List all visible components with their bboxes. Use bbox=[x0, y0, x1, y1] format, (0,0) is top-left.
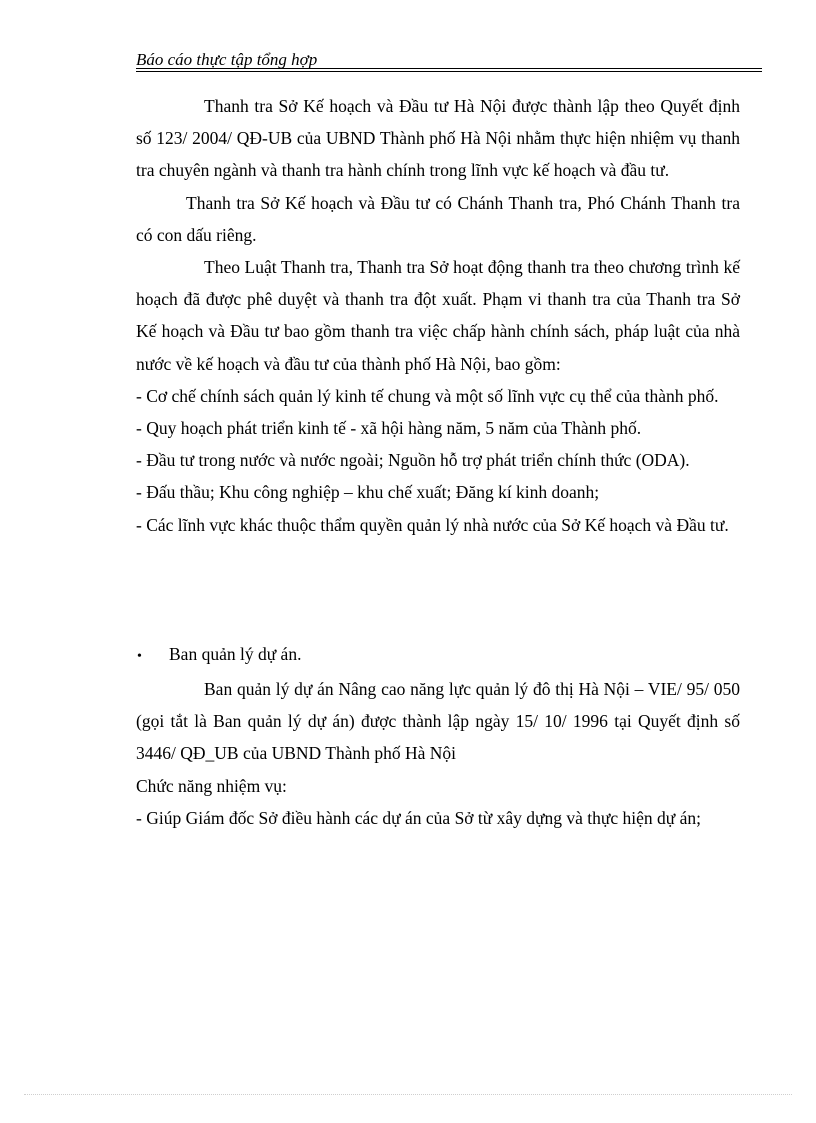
section-heading-text: Ban quản lý dự án. bbox=[169, 643, 302, 664]
paragraph-project-board: Ban quản lý dự án Nâng cao năng lực quản lý đô thị Hà Nội – VIE/ 95/ 050 (gọi tắt là Ban quản lý dự án) được thành lập ngày 15/ 10/ 1996 tại Quyết định số 3446/ QĐ_UB của UBND Thành phố Hà Nội bbox=[136, 679, 740, 764]
list-item: - Đấu thầu; Khu công nghiệp – khu chế xuất; Đăng kí kinh doanh; bbox=[136, 482, 600, 503]
header-rule bbox=[136, 68, 762, 69]
list-item: - Các lĩnh vực khác thuộc thẩm quyền quản lý nhà nước của Sở Kế hoạch và Đầu tư. bbox=[136, 514, 729, 535]
section-heading bbox=[136, 638, 740, 673]
page-bottom-border bbox=[24, 1094, 792, 1095]
paragraph-scope: Theo Luật Thanh tra, Thanh tra Sở hoạt động thanh tra theo chương trình kế hoạch đã được phê duyệt và thanh tra đột xuất. Phạm vi thanh tra của Thanh tra Sở Kế hoạch và Đầu tư bao gồm thanh tra việc chấp hành chính sách, pháp luật của nhà nước về kế hoạch và đầu tư của thành phố Hà Nội, bao gồm: bbox=[136, 257, 740, 374]
paragraph-establishment: Thanh tra Sở Kế hoạch và Đầu tư Hà Nội được thành lập theo Quyết định số 123/ 2004/ QĐ-UB của UBND Thành phố Hà Nội nhằm thực hiện nhiệm vụ thanh tra chuyên ngành và thanh tra hành chính trong lĩnh vực kế hoạch và đầu tư. bbox=[136, 96, 740, 181]
document-body bbox=[136, 90, 740, 834]
header-title: Báo cáo thực tập tổng hợp bbox=[136, 50, 318, 69]
list-item: - Cơ chế chính sách quản lý kinh tế chung và một số lĩnh vực cụ thể của thành phố. bbox=[136, 385, 719, 406]
header-rule-secondary bbox=[136, 71, 762, 72]
list-item: - Giúp Giám đốc Sở điều hành các dự án của Sở từ xây dựng và thực hiện dự án; bbox=[136, 807, 702, 828]
paragraph-functions-label: Chức năng nhiệm vụ: bbox=[136, 775, 287, 796]
bullet-icon: • bbox=[137, 648, 142, 664]
paragraph-leadership: Thanh tra Sở Kế hoạch và Đầu tư có Chánh Thanh tra, Phó Chánh Thanh tra có con dấu riêng. bbox=[136, 192, 740, 245]
section-spacer bbox=[136, 541, 740, 638]
list-item: - Đầu tư trong nước và nước ngoài; Nguồn hỗ trợ phát triển chính thức (ODA). bbox=[136, 450, 690, 471]
list-item: - Quy hoạch phát triển kinh tế - xã hội hàng năm, 5 năm của Thành phố. bbox=[136, 418, 642, 439]
page-header bbox=[136, 48, 762, 72]
